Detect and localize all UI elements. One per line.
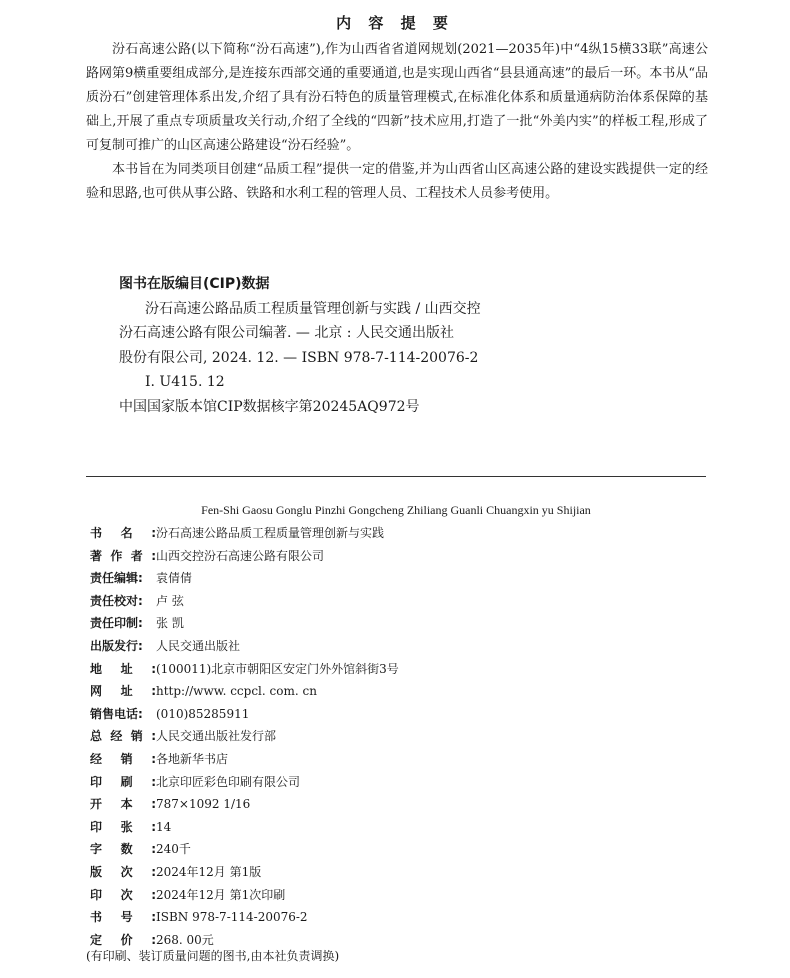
colophon-label: 经销: (90, 751, 156, 766)
colophon-value: 240千 (156, 842, 191, 857)
colophon-label: 书号: (90, 910, 156, 925)
colophon-value: 人民交通出版社 (156, 638, 241, 653)
colophon-row-title (90, 522, 710, 545)
colophon-value: (010)85285911 (156, 706, 250, 721)
colophon-value: 山西交控汾石高速公路有限公司 (156, 548, 325, 563)
summary-paragraph: 汾石高速公路(以下简称“汾石高速”),作为山西省省道网规划(2021—2035年)中“4纵15横33联”高速公路网第9横重要组成部分,是连接东西部交通的重要通道,也是实现山西省“县县通高速”的最后一环。本书从“品质汾石”创建管理体系出发,介绍了具有汾石特色的质量管理模式,在标准化体系和质量通病防治体系保障的基础上,开展了重点专项质量攻关行动,介绍了全线的“四新”技术应用,打造了一批“外美内实”的样板工程,形成了可复制可推广的山区高速公路建设“汾石经验”。 (86, 42, 708, 153)
colophon-label: 责任校对: (90, 593, 143, 608)
colophon-row-edition (90, 861, 710, 884)
colophon-value: 2024年12月 第1版 (156, 864, 262, 879)
colophon-value: (100011)北京市朝阳区安定门外外馆斜街3号 (156, 661, 399, 676)
summary-body (86, 38, 708, 206)
cip-author-line: 汾石高速公路有限公司编著. — 北京 : 人民交通出版社 (119, 325, 454, 342)
colophon-label: 网址: (90, 684, 156, 699)
colophon-label: 印张: (90, 819, 156, 834)
colophon-row-word-count (90, 838, 710, 861)
cip-title-line: 汾石高速公路品质工程质量管理创新与实践 / 山西交控 (145, 300, 481, 317)
colophon-row-isbn (90, 906, 710, 929)
colophon-row-impression (90, 884, 710, 907)
colophon-label: 地址: (90, 661, 156, 676)
colophon-label: 著作者: (90, 548, 156, 563)
colophon-value: 人民交通出版社发行部 (156, 729, 277, 744)
colophon-row-format (90, 793, 710, 816)
quality-note: (有印刷、装订质量问题的图书,由本社负责调换) (86, 949, 340, 963)
colophon-value: http://www. ccpcl. com. cn (156, 684, 317, 699)
colophon-row-editor (90, 567, 710, 590)
colophon-row-retailer (90, 748, 710, 771)
cip-publisher-line: 股份有限公司, 2024. 12. — ISBN 978-7-114-20076-2 (119, 349, 479, 366)
cip-record-number: 中国国家版本馆CIP数据核字第20245AQ972号 (119, 398, 420, 415)
colophon-row-publisher (90, 635, 710, 658)
section-divider (86, 476, 706, 477)
cip-classification: Ⅰ. U415. 12 (145, 374, 225, 391)
summary-paragraph: 本书旨在为同类项目创建“品质工程”提供一定的借鉴,并为山西省山区高速公路的建设实践提供一定的经验和思路,也可供从事公路、铁路和水利工程的管理人员、工程技术人员参考使用。 (86, 162, 708, 201)
colophon-value: 汾石高速公路品质工程质量管理创新与实践 (156, 526, 385, 540)
colophon-row-print-supervisor (90, 612, 710, 635)
colophon-label: 定价: (90, 932, 156, 947)
colophon-row-printer (90, 771, 710, 794)
pinyin-title: Fen-Shi Gaosu Gonglu Pinzhi Gongcheng Zhiliang Guanli Chuangxin yu Shijian (201, 503, 591, 517)
colophon-value: 卢 弦 (156, 593, 184, 608)
summary-title: 内 容 提 要 (336, 14, 454, 32)
colophon-value: 各地新华书店 (156, 751, 229, 766)
colophon-row-website (90, 680, 710, 703)
colophon-label: 印次: (90, 887, 156, 902)
colophon-label: 开本: (90, 797, 156, 812)
colophon-row-author (90, 545, 710, 568)
colophon-row-distributor (90, 725, 710, 748)
colophon-label: 出版发行: (90, 638, 143, 653)
cip-block (119, 272, 679, 420)
colophon-row-sheets (90, 816, 710, 839)
colophon-label: 责任印制: (90, 616, 143, 631)
colophon-label: 版次: (90, 864, 156, 879)
colophon (90, 522, 710, 951)
colophon-row-address (90, 658, 710, 681)
colophon-label: 字数: (90, 842, 156, 857)
colophon-value: 北京印匠彩色印刷有限公司 (156, 774, 301, 789)
cip-heading: 图书在版编目(CIP)数据 (119, 276, 270, 292)
colophon-value: 268. 00元 (156, 932, 214, 947)
colophon-row-proofreader (90, 590, 710, 613)
colophon-value: 787×1092 1/16 (156, 797, 251, 812)
colophon-row-sales-phone (90, 703, 710, 726)
colophon-label: 责任编辑: (90, 571, 143, 586)
colophon-label: 印刷: (90, 774, 156, 789)
colophon-value: 2024年12月 第1次印刷 (156, 887, 286, 902)
colophon-value: ISBN 978-7-114-20076-2 (156, 910, 308, 925)
colophon-value: 14 (156, 819, 172, 834)
colophon-label: 销售电话: (90, 706, 143, 721)
colophon-value: 张 凯 (156, 616, 184, 631)
colophon-label: 总经销: (90, 729, 156, 744)
colophon-label: 书名: (90, 526, 156, 540)
colophon-value: 袁倩倩 (156, 571, 193, 586)
